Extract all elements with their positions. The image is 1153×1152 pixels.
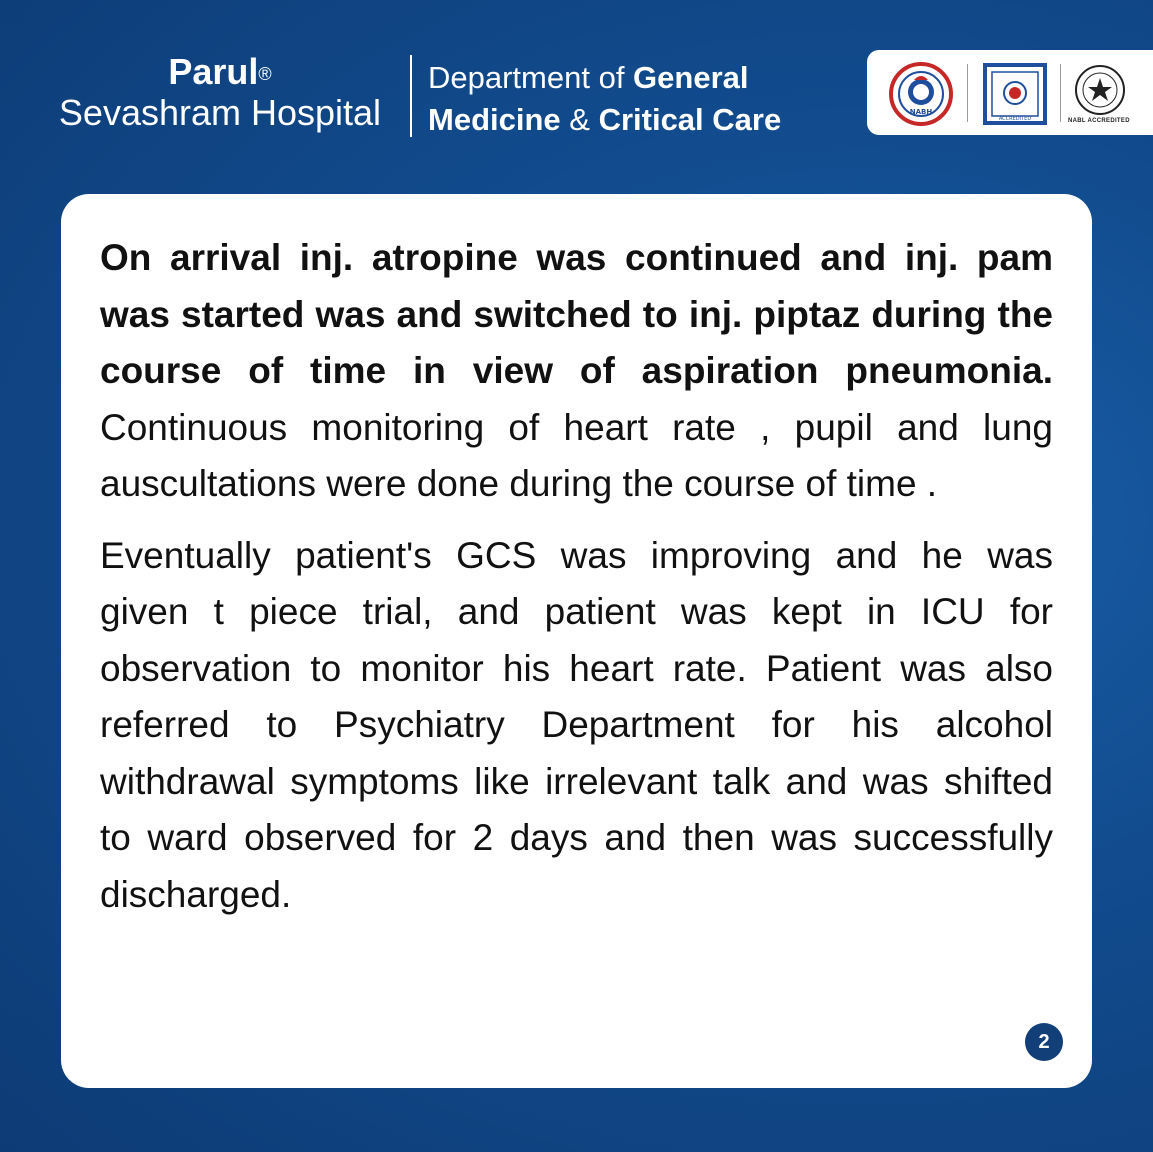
nabh-digital-health-logo <box>982 62 1048 126</box>
department-title: Department of General Medicine & Critical Care <box>428 60 782 137</box>
nabh-logo <box>889 62 953 126</box>
registered-mark: ® <box>258 64 272 84</box>
brand-name: Parul® <box>168 51 272 92</box>
hospital-brand <box>40 52 400 134</box>
treatment-bold-text: On arrival inj. atropine was continued and inj. pam was started was and switched to inj. piptaz during the course of time in view of aspiration pneumonia. <box>100 237 1053 391</box>
svg-text:NABH: NABH <box>909 108 933 116</box>
brand-subtitle: Sevashram Hospital <box>58 92 382 133</box>
badge-divider <box>967 64 968 122</box>
treatment-monitoring-text: Continuous monitoring of heart rate , pupil and lung auscultations were done during the course of time . <box>100 406 1053 504</box>
paragraph-treatment <box>100 230 1053 513</box>
page-number-badge: 2 <box>1025 1023 1063 1061</box>
svg-text:ACCREDITED: ACCREDITED <box>998 116 1032 122</box>
badge-divider <box>1060 64 1061 122</box>
content-card <box>61 194 1092 1088</box>
paragraph-outcome: Eventually patient's GCS was improving and he was given t piece trial, and patient was kept in ICU for observation to monitor his heart rate. Patient was also referred to Psychiatry Department for his alcohol withdrawal symptoms like irrelevant talk and was shifted to ward observed for 2 days and then was successfully discharged. <box>100 534 1053 915</box>
case-summary <box>100 230 1053 923</box>
header-divider <box>410 55 412 137</box>
accreditation-badges <box>867 50 1153 135</box>
nabl-accredited-label: NABL ACCREDITED <box>1068 118 1130 124</box>
